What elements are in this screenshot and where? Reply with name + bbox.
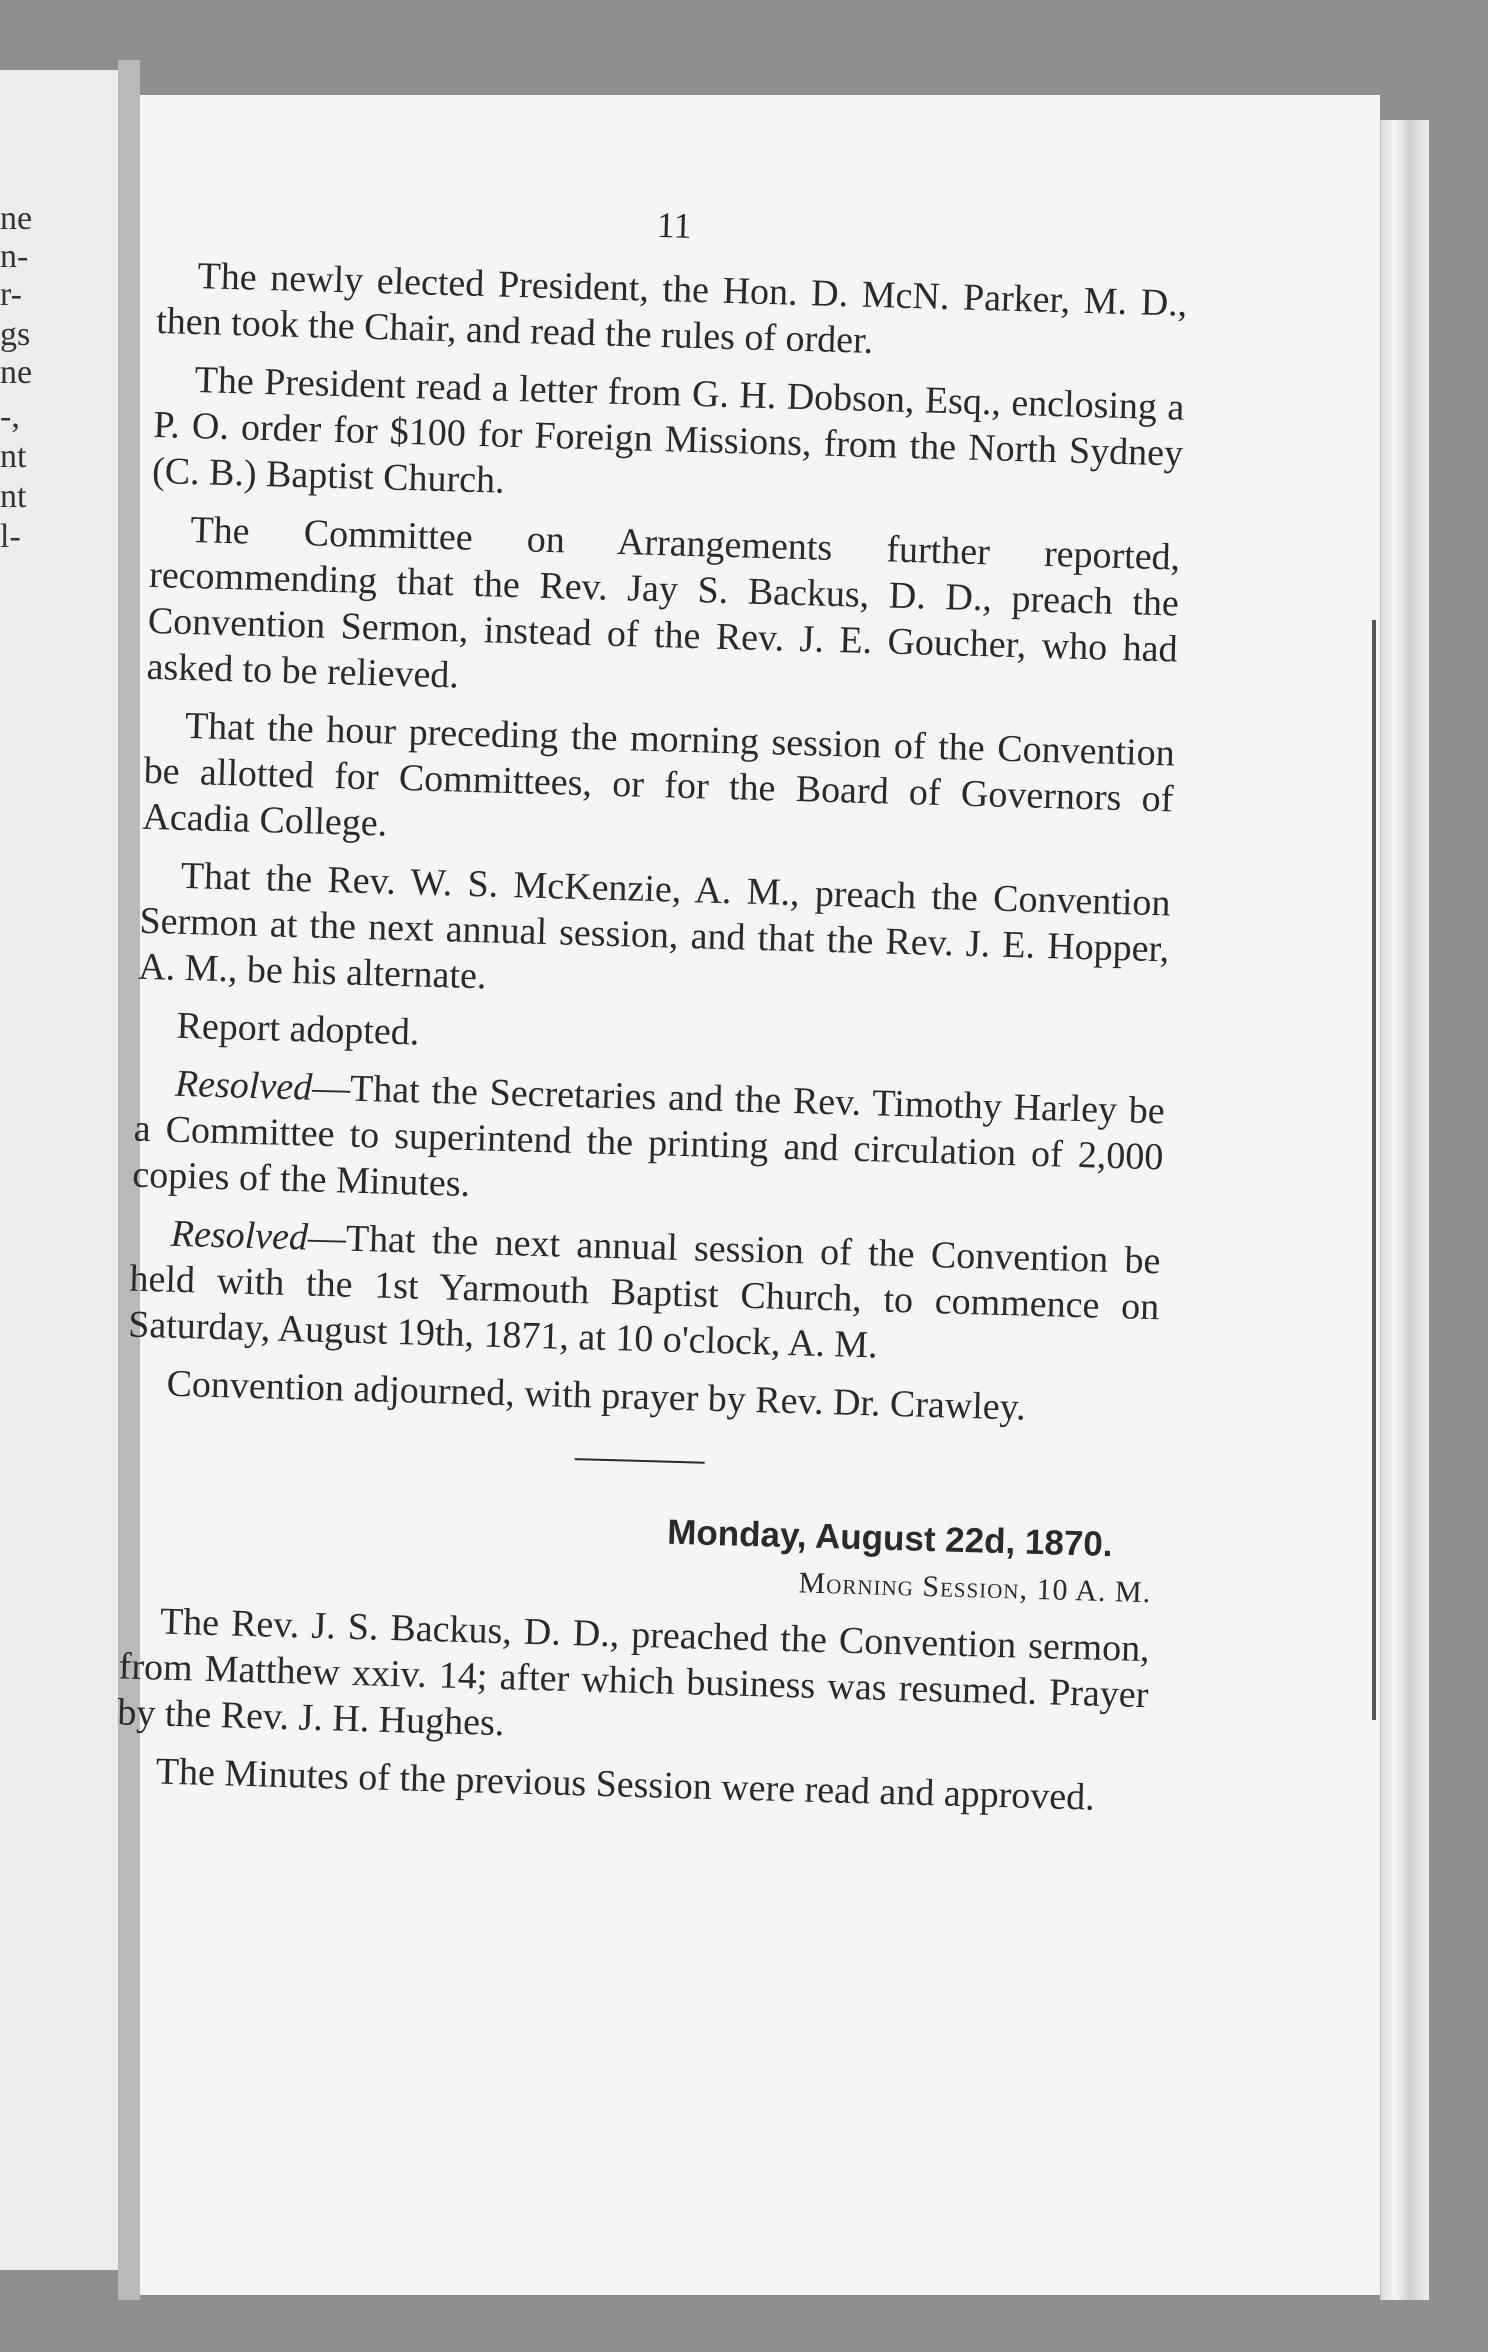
resolution-text: —That the Secretaries and the Rev. Timothy Harley be a Committee to superintend the printing and circulation of 2,000 copies of the Minutes. [131, 1066, 1166, 1206]
paragraph: The President read a letter from G. H. Dobson, Esq., enclosing a P. O. order for $100 for Foreign Missions, from the North Sydney (C. B.) Baptist Church. [151, 359, 1185, 502]
left-page-fragment: -, [0, 398, 20, 435]
left-page-fragment: gs [0, 316, 31, 353]
page-content [115, 190, 1190, 1834]
resolved-label: Resolved [170, 1212, 309, 1259]
date-heading: Monday, August 22d, 1870. [666, 1512, 1114, 1565]
paragraph: Report adopted. [176, 1004, 420, 1054]
resolution-paragraph [132, 1060, 1165, 1227]
paragraph: That the hour preceding the morning session of the Convention be allotted for Committees, or for the Board of Governors of Acadia College. [141, 704, 1176, 845]
left-page-fragment: n- [0, 238, 29, 275]
left-page-fragment: nt [0, 438, 27, 475]
paragraph: The newly elected President, the Hon. D. McN. Parker, M. D., then took the Chair, and read the rules of order. [155, 255, 1188, 362]
paragraph: The Minutes of the previous Session were read and approved. [155, 1750, 1096, 1819]
session-heading: Morning Session, 10 A. M. [798, 1566, 1152, 1610]
paragraph: That the Rev. W. S. McKenzie, A. M., preach the Convention Sermon at the next annual session, and that the Rev. J. E. Hopper, A. M., be his alternate. [137, 854, 1172, 998]
left-page-fragment: nt [0, 478, 27, 515]
left-page-fragment: r- [0, 276, 22, 313]
paragraph: The Committee on Arrangements further reported, recommending that the Rev. Jay S. Backus, D. D., preach the Convention Sermon, instead of the Rev. J. E. Goucher, who had asked to be relieved. [146, 508, 1181, 697]
adjournment-paragraph: Convention adjourned, with prayer by Rev. Dr. Crawley. [166, 1362, 1027, 1429]
left-page-fragment: ne [0, 354, 33, 391]
left-page-fragment: ne [0, 200, 33, 237]
resolved-label: Resolved [174, 1062, 313, 1109]
left-page-fragment: l- [0, 518, 21, 555]
page-stack-edge [1380, 120, 1429, 2300]
resolution-paragraph [128, 1210, 1161, 1377]
section-divider [575, 1458, 705, 1464]
paragraph: The Rev. J. S. Backus, D. D., preached the Convention sermon, from Matthew xxiv. 14; after which business was resumed. Prayer by the Rev. J. H. Hughes. [116, 1600, 1151, 1745]
left-page-edge [0, 70, 121, 2270]
resolution-text: —That the next annual session of the Convention be held with the 1st Yarmouth Baptist Church, to commence on Saturday, August 19th, 1871, at 10 o'clock, A. M. [127, 1216, 1162, 1367]
page-number: 11 [656, 204, 693, 246]
page-edge-shadow [1372, 620, 1376, 1720]
